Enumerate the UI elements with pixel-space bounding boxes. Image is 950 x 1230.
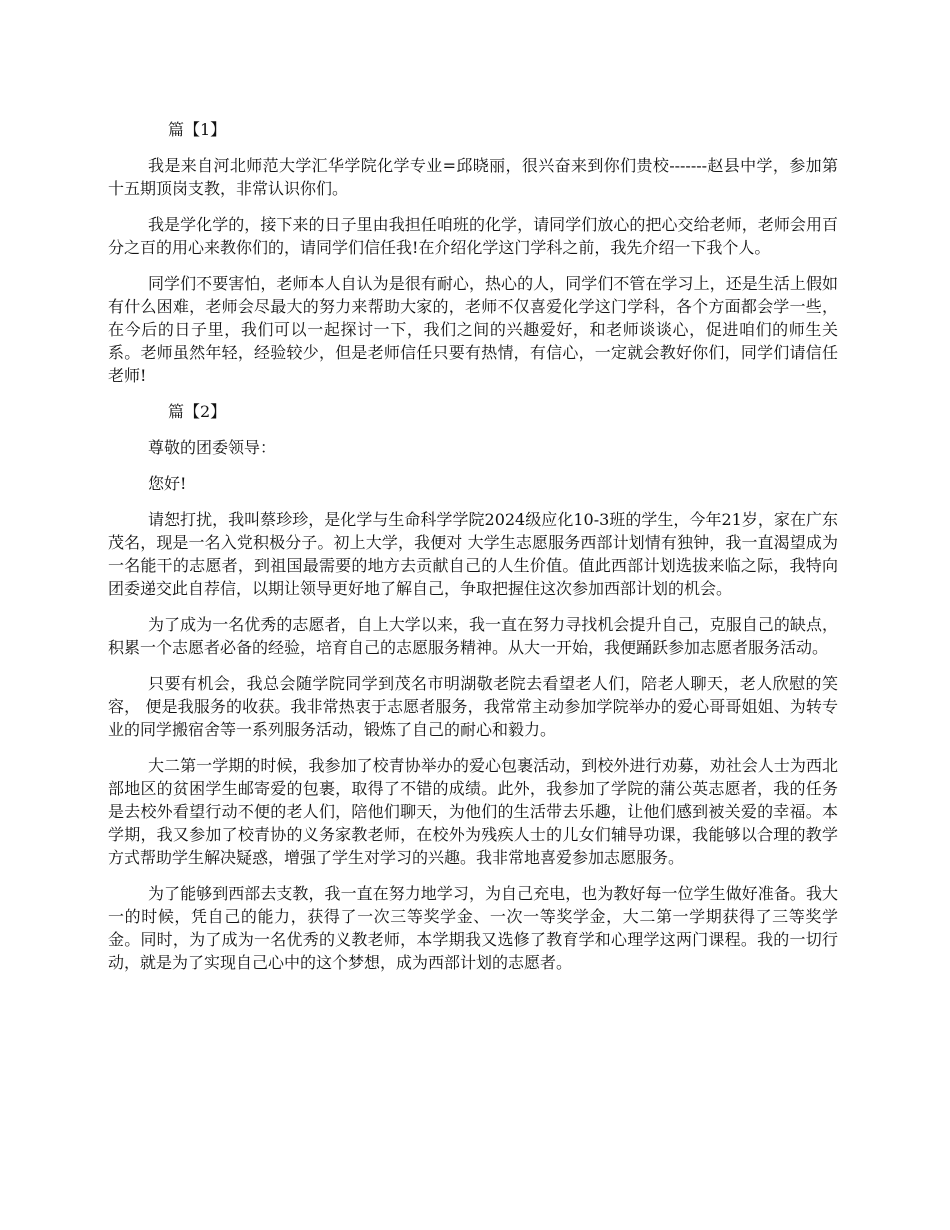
paragraph: 为了成为一名优秀的志愿者，自上大学以来，我一直在努力寻找机会提升自己，克服自己的缺点，积累一个志愿者必备的经验，培育自己的志愿服务精神。从大一开始，我便踊跃参加志愿者服务活动。 xyxy=(108,615,838,657)
paragraph: 请恕打扰，我叫蔡珍珍，是化学与生命科学学院2024级应化10-3班的学生，今年21岁，家在广东茂名，现是一名入党积极分子。初上大学，我便对 大学生志愿服务西部计划情有独钟，我一直渴望成为一名能干的志愿者，到祖国最需要的地方去贡献自己的人生价值。值此西部计划选拔来临之际，我特向团委递交此自荐信，以期让领导更好地了解自己，争取把握住这次参加西部计划的机会。 xyxy=(108,510,838,598)
section-heading-2: 篇【2】 xyxy=(168,402,227,421)
section-heading-1: 篇【1】 xyxy=(168,120,227,139)
paragraph: 为了能够到西部去支教，我一直在努力地学习，为自己充电，也为教好每一位学生做好准备。我大一的时候，凭自己的能力，获得了一次三等奖学金、一次一等奖学金，大二第一学期获得了三等奖学金。同时，为了成为一名优秀的义教老师，本学期我又选修了教育学和心理学这两门课程。我的一切行动，就是为了实现自己心中的这个梦想，成为西部计划的志愿者。 xyxy=(108,884,838,972)
salutation: 尊敬的团委领导： xyxy=(148,438,277,457)
greeting: 您好! xyxy=(148,474,187,493)
document-page xyxy=(108,118,838,987)
paragraph: 我是来自河北师范大学汇华学院化学专业=邱晓丽，很兴奋来到你们贵校-------赵县中学，参加第十五期顶岗支教，非常认识你们。 xyxy=(108,156,838,198)
paragraph: 大二第一学期的时候，我参加了校青协举办的爱心包裹活动，到校外进行劝募，劝社会人士为西北部地区的贫困学生邮寄爱的包裹，取得了不错的成绩。此外，我参加了学院的蒲公英志愿者，我的任务是去校外看望行动不便的老人们，陪他们聊天，为他们的生活带去乐趣，让他们感到被关爱的幸福。本学期，我又参加了校青协的义务家教老师，在校外为残疾人士的儿女们辅导功课，我能够以合理的教学方式帮助学生解决疑惑，增强了学生对学习的兴趣。我非常地喜爱参加志愿服务。 xyxy=(108,756,838,867)
paragraph: 只要有机会，我总会随学院同学到茂名市明湖敬老院去看望老人们，陪老人聊天，老人欣慰的笑容， 便是我服务的收获。我非常热衷于志愿者服务，我常常主动参加学院举办的爱心哥哥姐姐、为转专业的同学搬宿舍等一系列服务活动，锻炼了自己的耐心和毅力。 xyxy=(108,674,838,739)
paragraph: 同学们不要害怕，老师本人自认为是很有耐心，热心的人，同学们不管在学习上，还是生活上假如有什么困难，老师会尽最大的努力来帮助大家的，老师不仅喜爱化学这门学科，各个方面都会学一些，在今后的日子里，我们可以一起探讨一下，我们之间的兴趣爱好，和老师谈谈心，促进咱们的师生关系。老师虽然年轻，经验较少，但是老师信任只要有热情，有信心，一定就会教好你们，同学们请信任老师! xyxy=(108,274,838,385)
paragraph: 我是学化学的，接下来的日子里由我担任咱班的化学，请同学们放心的把心交给老师，老师会用百分之百的用心来教你们的，请同学们信任我!在介绍化学这门学科之前，我先介绍一下我个人。 xyxy=(108,215,838,257)
